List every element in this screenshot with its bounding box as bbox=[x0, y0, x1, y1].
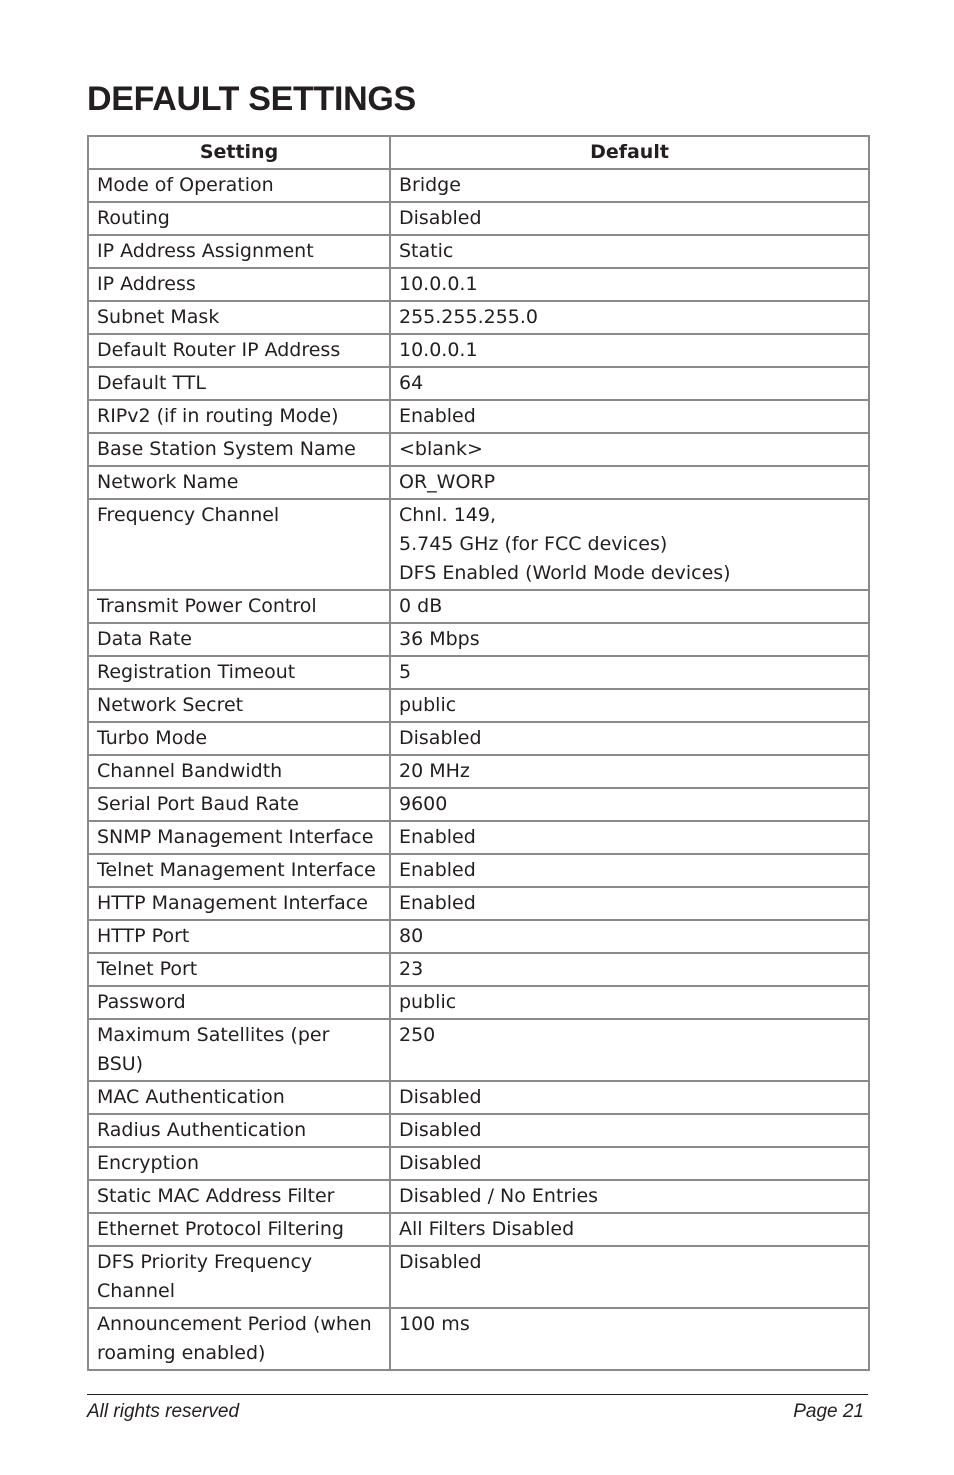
table-row bbox=[88, 755, 869, 788]
setting-default-cell: Disabled bbox=[390, 722, 869, 755]
setting-name-cell: Telnet Management Interface bbox=[88, 854, 390, 887]
setting-default-cell: OR_WORP bbox=[390, 466, 869, 499]
setting-default-cell: 255.255.255.0 bbox=[390, 301, 869, 334]
table-row bbox=[88, 1246, 869, 1308]
table-row bbox=[88, 466, 869, 499]
setting-default-cell: 250 bbox=[390, 1019, 869, 1081]
setting-default-cell: All Filters Disabled bbox=[390, 1213, 869, 1246]
setting-default-cell: Enabled bbox=[390, 400, 869, 433]
setting-name-cell: IP Address bbox=[88, 268, 390, 301]
setting-name-cell: Telnet Port bbox=[88, 953, 390, 986]
setting-default-cell: 10.0.0.1 bbox=[390, 268, 869, 301]
table-row bbox=[88, 499, 869, 590]
setting-name-cell: IP Address Assignment bbox=[88, 235, 390, 268]
setting-default-cell: <blank> bbox=[390, 433, 869, 466]
setting-default-cell: Disabled / No Entries bbox=[390, 1180, 869, 1213]
table-row bbox=[88, 689, 869, 722]
setting-name-cell: Mode of Operation bbox=[88, 169, 390, 202]
setting-name-cell: HTTP Management Interface bbox=[88, 887, 390, 920]
table-header-row bbox=[88, 136, 869, 169]
table-row bbox=[88, 920, 869, 953]
table-row bbox=[88, 1019, 869, 1081]
setting-name-cell: Maximum Satellites (per BSU) bbox=[88, 1019, 390, 1081]
table-row bbox=[88, 953, 869, 986]
table-row bbox=[88, 1147, 869, 1180]
table-row bbox=[88, 400, 869, 433]
setting-name-cell: Network Name bbox=[88, 466, 390, 499]
setting-name-cell: Network Secret bbox=[88, 689, 390, 722]
setting-default-cell: 20 MHz bbox=[390, 755, 869, 788]
footer-divider bbox=[87, 1394, 868, 1395]
setting-default-cell: 5 bbox=[390, 656, 869, 689]
setting-name-cell: Password bbox=[88, 986, 390, 1019]
setting-default-cell: Disabled bbox=[390, 1246, 869, 1308]
table-row bbox=[88, 1213, 869, 1246]
column-header-default: Default bbox=[390, 136, 869, 169]
table-row bbox=[88, 986, 869, 1019]
table-row bbox=[88, 590, 869, 623]
table-row bbox=[88, 334, 869, 367]
setting-name-cell: Serial Port Baud Rate bbox=[88, 788, 390, 821]
page-title: DEFAULT SETTINGS bbox=[87, 80, 416, 118]
setting-default-cell: 100 ms bbox=[390, 1308, 869, 1370]
setting-name-cell: Subnet Mask bbox=[88, 301, 390, 334]
table-row bbox=[88, 268, 869, 301]
footer-copyright: All rights reserved bbox=[87, 1401, 240, 1422]
table-row bbox=[88, 1180, 869, 1213]
setting-default-cell: Static bbox=[390, 235, 869, 268]
setting-name-cell: Transmit Power Control bbox=[88, 590, 390, 623]
setting-default-cell: public bbox=[390, 689, 869, 722]
setting-default-cell: Bridge bbox=[390, 169, 869, 202]
setting-default-cell: Enabled bbox=[390, 887, 869, 920]
setting-default-cell: Chnl. 149, 5.745 GHz (for FCC devices) DFS Enabled (World Mode devices) bbox=[390, 499, 869, 590]
page-number: Page 21 bbox=[793, 1401, 864, 1422]
setting-default-cell: 23 bbox=[390, 953, 869, 986]
table-row bbox=[88, 788, 869, 821]
setting-name-cell: Radius Authentication bbox=[88, 1114, 390, 1147]
table-row bbox=[88, 301, 869, 334]
setting-default-cell: public bbox=[390, 986, 869, 1019]
setting-name-cell: Default Router IP Address bbox=[88, 334, 390, 367]
setting-default-cell: Disabled bbox=[390, 202, 869, 235]
table-row bbox=[88, 433, 869, 466]
setting-name-cell: Ethernet Protocol Filtering bbox=[88, 1213, 390, 1246]
setting-name-cell: DFS Priority Frequency Channel bbox=[88, 1246, 390, 1308]
setting-name-cell: Base Station System Name bbox=[88, 433, 390, 466]
table-body bbox=[88, 169, 869, 1370]
setting-default-cell: Enabled bbox=[390, 821, 869, 854]
table-row bbox=[88, 1114, 869, 1147]
setting-name-cell: Default TTL bbox=[88, 367, 390, 400]
table-row bbox=[88, 169, 869, 202]
setting-name-cell: RIPv2 (if in routing Mode) bbox=[88, 400, 390, 433]
setting-default-cell: 80 bbox=[390, 920, 869, 953]
setting-default-cell: Disabled bbox=[390, 1147, 869, 1180]
setting-name-cell: Data Rate bbox=[88, 623, 390, 656]
setting-name-cell: Routing bbox=[88, 202, 390, 235]
setting-name-cell: Static MAC Address Filter bbox=[88, 1180, 390, 1213]
table-row bbox=[88, 623, 869, 656]
setting-default-cell: 64 bbox=[390, 367, 869, 400]
setting-name-cell: Encryption bbox=[88, 1147, 390, 1180]
setting-default-cell: 9600 bbox=[390, 788, 869, 821]
default-settings-table bbox=[87, 135, 870, 1371]
table-row bbox=[88, 656, 869, 689]
table-row bbox=[88, 854, 869, 887]
setting-name-cell: Frequency Channel bbox=[88, 499, 390, 590]
table-row bbox=[88, 1081, 869, 1114]
setting-default-cell: 0 dB bbox=[390, 590, 869, 623]
setting-name-cell: Registration Timeout bbox=[88, 656, 390, 689]
table-row bbox=[88, 235, 869, 268]
setting-default-cell: Enabled bbox=[390, 854, 869, 887]
table-row bbox=[88, 887, 869, 920]
setting-name-cell: HTTP Port bbox=[88, 920, 390, 953]
column-header-setting: Setting bbox=[88, 136, 390, 169]
setting-default-cell: 10.0.0.1 bbox=[390, 334, 869, 367]
setting-name-cell: SNMP Management Interface bbox=[88, 821, 390, 854]
setting-default-cell: Disabled bbox=[390, 1081, 869, 1114]
setting-name-cell: Announcement Period (when roaming enabled) bbox=[88, 1308, 390, 1370]
table-row bbox=[88, 722, 869, 755]
table-row bbox=[88, 367, 869, 400]
setting-name-cell: MAC Authentication bbox=[88, 1081, 390, 1114]
table-row bbox=[88, 202, 869, 235]
setting-default-cell: 36 Mbps bbox=[390, 623, 869, 656]
table-row bbox=[88, 1308, 869, 1370]
setting-name-cell: Channel Bandwidth bbox=[88, 755, 390, 788]
table-row bbox=[88, 821, 869, 854]
setting-name-cell: Turbo Mode bbox=[88, 722, 390, 755]
setting-default-cell: Disabled bbox=[390, 1114, 869, 1147]
